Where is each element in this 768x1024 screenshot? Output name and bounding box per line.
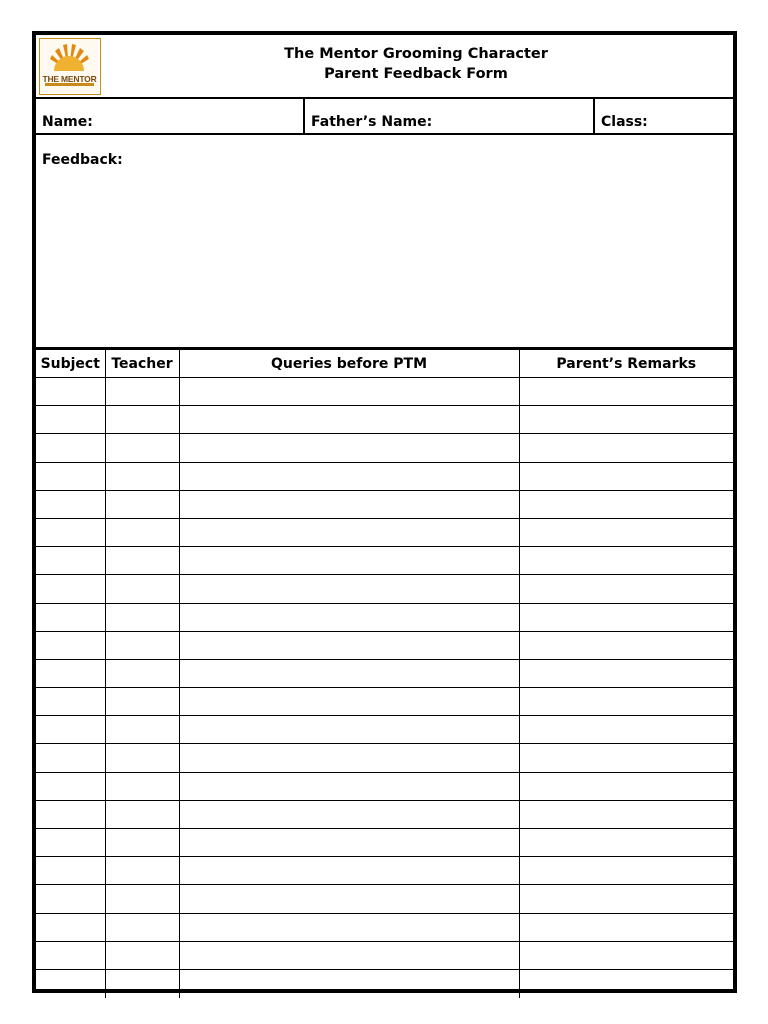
remarks-cell[interactable] (519, 406, 733, 434)
remarks-cell[interactable] (519, 744, 733, 772)
table-row (36, 913, 733, 941)
form-header (36, 35, 733, 99)
queries-cell[interactable] (179, 941, 519, 969)
name-field[interactable] (36, 99, 303, 133)
teacher-cell[interactable] (105, 857, 179, 885)
sunburst-logo-icon (40, 39, 99, 93)
subject-cell[interactable] (36, 829, 105, 857)
table-row (36, 547, 733, 575)
subject-cell[interactable] (36, 603, 105, 631)
teacher-cell[interactable] (105, 913, 179, 941)
subject-cell[interactable] (36, 659, 105, 687)
remarks-cell[interactable] (519, 829, 733, 857)
column-header-queries: Queries before PTM (179, 350, 519, 378)
remarks-cell[interactable] (519, 716, 733, 744)
teacher-cell[interactable] (105, 772, 179, 800)
table-row (36, 688, 733, 716)
queries-cell[interactable] (179, 969, 519, 997)
table-row (36, 378, 733, 406)
queries-cell[interactable] (179, 406, 519, 434)
teacher-cell[interactable] (105, 406, 179, 434)
teacher-cell[interactable] (105, 800, 179, 828)
queries-cell[interactable] (179, 490, 519, 518)
ptm-table (36, 349, 733, 998)
subject-cell[interactable] (36, 913, 105, 941)
subject-cell[interactable] (36, 800, 105, 828)
subject-cell[interactable] (36, 462, 105, 490)
teacher-cell[interactable] (105, 885, 179, 913)
remarks-cell[interactable] (519, 547, 733, 575)
subject-cell[interactable] (36, 744, 105, 772)
teacher-cell[interactable] (105, 716, 179, 744)
remarks-cell[interactable] (519, 434, 733, 462)
school-logo (39, 38, 101, 95)
subject-cell[interactable] (36, 969, 105, 997)
table-row (36, 631, 733, 659)
queries-cell[interactable] (179, 547, 519, 575)
form-title (216, 44, 616, 84)
table-row (36, 800, 733, 828)
remarks-cell[interactable] (519, 603, 733, 631)
subject-cell[interactable] (36, 772, 105, 800)
father-name-field[interactable] (303, 99, 594, 133)
queries-cell[interactable] (179, 462, 519, 490)
queries-cell[interactable] (179, 659, 519, 687)
queries-cell[interactable] (179, 800, 519, 828)
subject-cell[interactable] (36, 378, 105, 406)
subject-cell[interactable] (36, 688, 105, 716)
remarks-cell[interactable] (519, 969, 733, 997)
remarks-cell[interactable] (519, 575, 733, 603)
feedback-form (32, 31, 737, 993)
table-row (36, 772, 733, 800)
logo-text: THE MENTOR (42, 74, 97, 84)
teacher-cell[interactable] (105, 688, 179, 716)
table-header-row (36, 350, 733, 378)
column-header-remarks: Parent’s Remarks (519, 350, 733, 378)
column-header-subject: Subject (36, 350, 105, 378)
student-info-row (36, 99, 733, 135)
teacher-cell[interactable] (105, 603, 179, 631)
teacher-cell[interactable] (105, 941, 179, 969)
teacher-cell[interactable] (105, 434, 179, 462)
subject-cell[interactable] (36, 575, 105, 603)
queries-cell[interactable] (179, 603, 519, 631)
feedback-label: Feedback: (42, 152, 123, 168)
table-row (36, 716, 733, 744)
subject-cell[interactable] (36, 490, 105, 518)
subject-cell[interactable] (36, 631, 105, 659)
remarks-cell[interactable] (519, 631, 733, 659)
subject-cell[interactable] (36, 434, 105, 462)
queries-cell[interactable] (179, 688, 519, 716)
subject-cell[interactable] (36, 716, 105, 744)
table-row (36, 659, 733, 687)
subject-cell[interactable] (36, 547, 105, 575)
queries-cell[interactable] (179, 434, 519, 462)
queries-cell[interactable] (179, 518, 519, 546)
remarks-cell[interactable] (519, 941, 733, 969)
table-row (36, 969, 733, 997)
remarks-cell[interactable] (519, 885, 733, 913)
remarks-cell[interactable] (519, 800, 733, 828)
subject-cell[interactable] (36, 857, 105, 885)
feedback-area[interactable] (36, 135, 733, 349)
remarks-cell[interactable] (519, 659, 733, 687)
subject-cell[interactable] (36, 941, 105, 969)
teacher-cell[interactable] (105, 518, 179, 546)
remarks-cell[interactable] (519, 913, 733, 941)
remarks-cell[interactable] (519, 857, 733, 885)
column-header-teacher: Teacher (105, 350, 179, 378)
queries-cell[interactable] (179, 575, 519, 603)
queries-cell[interactable] (179, 772, 519, 800)
table-row (36, 406, 733, 434)
teacher-cell[interactable] (105, 744, 179, 772)
table-row (36, 490, 733, 518)
teacher-cell[interactable] (105, 547, 179, 575)
subject-cell[interactable] (36, 885, 105, 913)
queries-cell[interactable] (179, 829, 519, 857)
queries-cell[interactable] (179, 857, 519, 885)
queries-cell[interactable] (179, 378, 519, 406)
table-row (36, 518, 733, 546)
remarks-cell[interactable] (519, 518, 733, 546)
queries-cell[interactable] (179, 744, 519, 772)
class-label: Class: (601, 114, 648, 130)
teacher-cell[interactable] (105, 969, 179, 997)
teacher-cell[interactable] (105, 829, 179, 857)
remarks-cell[interactable] (519, 462, 733, 490)
table-row (36, 885, 733, 913)
table-row (36, 857, 733, 885)
name-label: Name: (42, 114, 93, 130)
remarks-cell[interactable] (519, 490, 733, 518)
table-row (36, 829, 733, 857)
table-row (36, 941, 733, 969)
teacher-cell[interactable] (105, 378, 179, 406)
table-row (36, 575, 733, 603)
teacher-cell[interactable] (105, 631, 179, 659)
queries-cell[interactable] (179, 716, 519, 744)
queries-cell[interactable] (179, 631, 519, 659)
remarks-cell[interactable] (519, 378, 733, 406)
title-line-2: Parent Feedback Form (324, 66, 508, 82)
table-row (36, 603, 733, 631)
remarks-cell[interactable] (519, 688, 733, 716)
table-body (36, 378, 733, 998)
teacher-cell[interactable] (105, 659, 179, 687)
teacher-cell[interactable] (105, 575, 179, 603)
class-field[interactable] (593, 99, 733, 133)
queries-cell[interactable] (179, 885, 519, 913)
father-name-label: Father’s Name: (311, 114, 433, 130)
remarks-cell[interactable] (519, 772, 733, 800)
subject-cell[interactable] (36, 406, 105, 434)
subject-cell[interactable] (36, 518, 105, 546)
queries-cell[interactable] (179, 913, 519, 941)
teacher-cell[interactable] (105, 490, 179, 518)
table-row (36, 462, 733, 490)
table-row (36, 434, 733, 462)
teacher-cell[interactable] (105, 462, 179, 490)
title-line-1: The Mentor Grooming Character (284, 46, 548, 62)
table-row (36, 744, 733, 772)
